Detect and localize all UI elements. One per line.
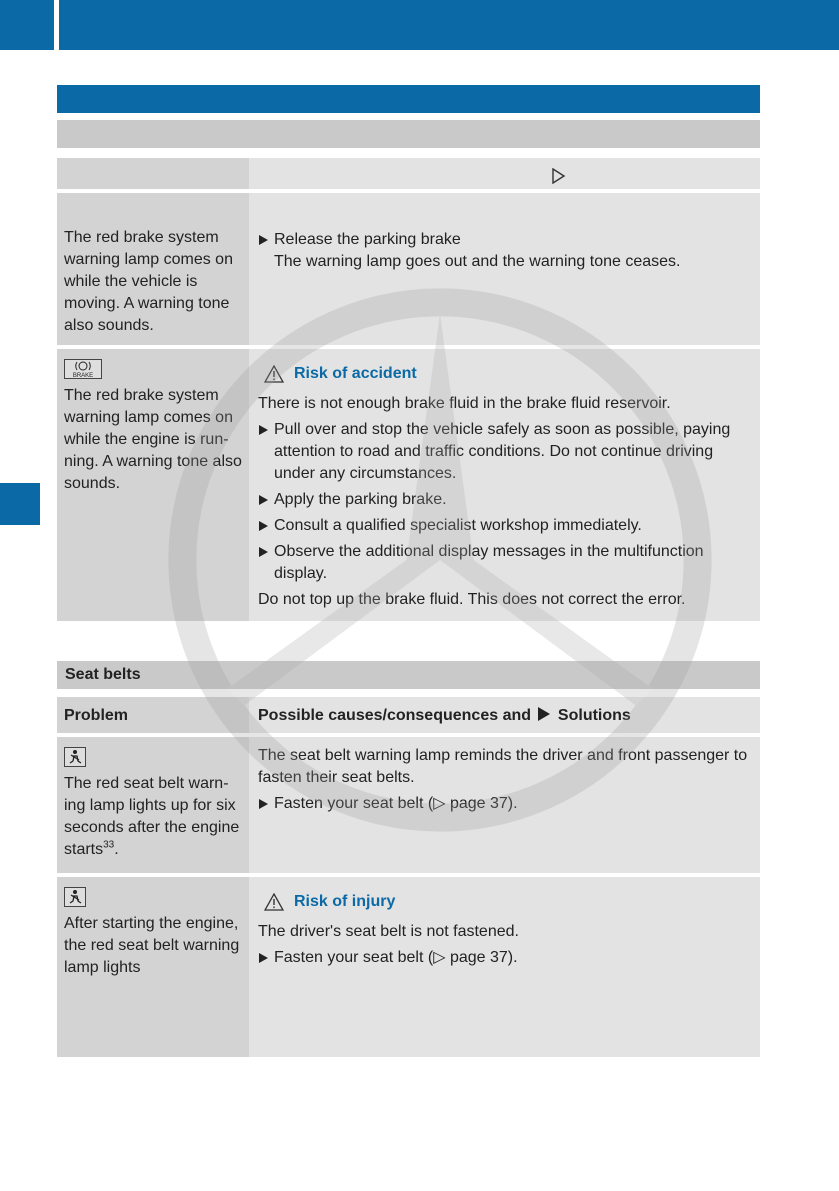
section-title: Seat belts [65,666,141,683]
problem-cell [57,349,249,621]
section-band-seat-belts [57,661,760,689]
table-row [57,877,760,1057]
problem-text: The red brake system warning lamp comes on while the engine is run-ning. A warning tone also sounds. [64,387,242,492]
solutions-arrow-icon [537,707,551,721]
solution-bullet: Pull over and stop the vehicle safely as soon as possible, paying attention to road and traffic conditions. Do not continue driving under any circumstances. [258,419,752,485]
solution-bullet: Observe the additional display messages in the multifunction display. [258,541,752,585]
solution-cell [249,193,760,345]
solution-bullet[interactable]: Fasten your seat belt (▷ page 37). [258,947,752,969]
header-cell-solutions: Possible causes/consequences and Solutions [249,697,760,733]
warning-triangle-icon [264,893,284,911]
cause-text: There is not enough brake fluid in the brake fluid reservoir. [258,395,671,412]
cause-text: The seat belt warning lamp reminds the driver and front passenger to fasten their seat belts. [258,747,748,786]
section-band-blue [57,85,760,113]
problem-cell: The red seat belt warn-ing lamp lights up for six seconds after the engine starts$^{33}$. [57,737,249,873]
solution-bullet: Consult a qualified specialist workshop immediately. [258,515,752,537]
warning-heading: Risk of accident [264,363,752,385]
svg-text:BRAKE: BRAKE [72,373,94,378]
solution-bullet: Apply the parking brake. [258,489,752,511]
seat-belt-icon [64,887,86,907]
header-block-left [0,0,54,50]
problem-text: The red brake system warning lamp comes on while the vehicle is moving. A warning tone also sounds. [64,229,233,334]
problem-cell [57,193,249,345]
header-cell-problem [57,158,249,189]
brake-warning-icon [64,359,102,379]
table-row [57,737,760,877]
table-row [57,193,760,349]
solution-bullet[interactable]: Fasten your seat belt (▷ page 37). [258,793,752,815]
table-header-row [57,697,760,737]
problem-text: The red seat belt warn-ing lamp lights up for six seconds after the engine starts [64,775,240,858]
subsection-band [57,120,760,148]
warning-triangle-icon [264,365,284,383]
solution-bullet: Release the parking brake The warning lamp goes out and the warning tone ceases. [258,229,752,273]
solution-cell [249,349,760,621]
solution-cell [249,737,760,873]
seat-belt-icon [64,747,86,767]
brake-table [57,158,760,625]
problem-text: After starting the engine, the red seat belt warning lamp lights [64,915,240,976]
table-row [57,349,760,625]
header-bar [59,0,839,50]
table-header-row [57,158,760,193]
note-text: Do not top up the brake fluid. This does not correct the error. [258,591,686,608]
solution-cell [249,877,760,1057]
seat-belt-table [57,697,760,1057]
chapter-tab [0,483,40,525]
cause-text: The driver's seat belt is not fastened. [258,923,519,940]
problem-cell [57,877,249,1057]
footnote-marker: 33 [103,839,115,851]
header-cell-solutions [249,158,760,189]
page-ref-icon [552,168,566,184]
warning-heading: Risk of injury [264,891,752,913]
header-cell-problem: Problem [57,697,249,733]
